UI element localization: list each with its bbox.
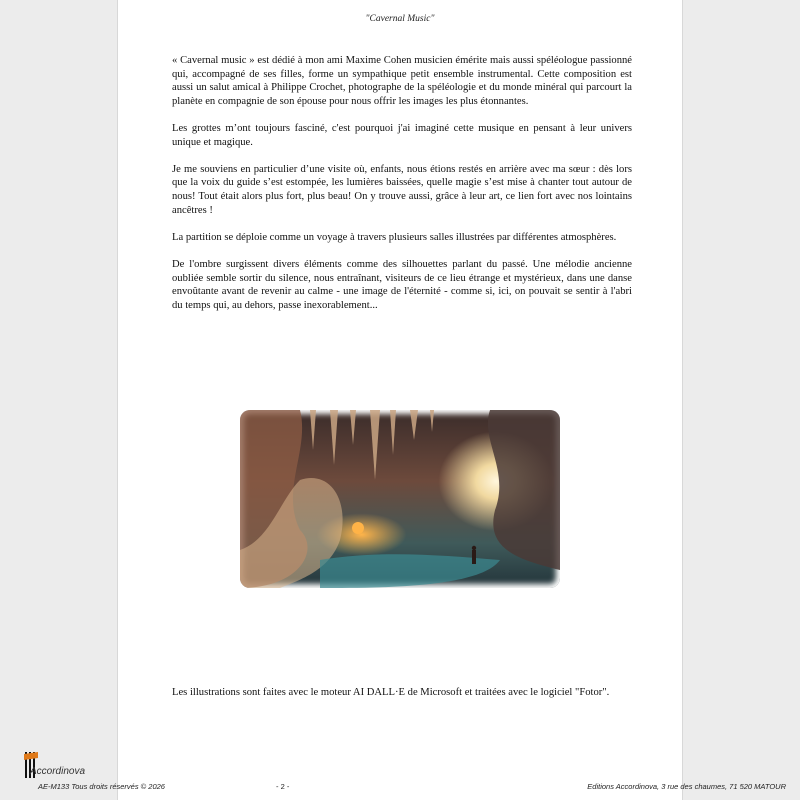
cave-illustration [240, 410, 560, 588]
page-footer [0, 782, 800, 794]
logo-wordmark: Accordinova [30, 766, 86, 777]
cave-illustration-art [240, 410, 560, 588]
body-text [172, 54, 632, 326]
document-page [118, 0, 682, 800]
footer-reference: AE-M133 Tous droits réservés © 2026 [38, 782, 165, 791]
page-number: - 2 - [276, 782, 290, 791]
paragraph: La partition se déploie comme un voyage à travers plusieurs salles illustrées par différentes atmosphères. [172, 231, 617, 243]
page-header-title: "Cavernal Music" [365, 14, 435, 24]
paragraph: Je me souviens en particulier d’une visite où, enfants, nous étions restés en arrière avec ma sœur : dès lors que la voix du guide s’est estompée, les lumières baissées, quelle magie s’est mise à chanter tout autour de nous! Tout était alors plus fort, plus beau! On y trouve aussi, grâce à leur art, ce lien fort avec nos lointains ancêtres ! [172, 163, 632, 216]
paragraph: De l'ombre surgissent divers éléments comme des silhouettes parlant du passé. Une mélodie ancienne oubliée semble sortir du silence, nous entraînant, visiteurs de ce lieu étrange et mystérieux, dans une danse envoûtante avant de revenir au calme - une image de l'éternité - comme si, ici, on pouvait se sentir à l'abri du temps qui, au dehors, passe inexorablement... [172, 258, 632, 311]
illustration-credit: Les illustrations sont faites avec le moteur AI DALL·E de Microsoft et traitées avec le logiciel "Fotor". [172, 687, 610, 698]
paragraph: Les grottes m’ont toujours fasciné, c'est pourquoi j'ai imaginé cette musique en pensant à leur univers unique et magique. [172, 122, 632, 148]
footer-publisher: Editions Accordinova, 3 rue des chaumes, 71 520 MATOUR [587, 782, 786, 791]
paragraph: « Cavernal music » est dédié à mon ami Maxime Cohen musicien émérite mais aussi spéléologue passionné qui, accompagné de ses filles, forme un sympathique petit ensemble instrumental. Cette composition est aussi un salut amical à Philippe Crochet, photographe de la spéléologie et du monde minéral qui parcourt la planète en compagnie de son épouse pour nous offrir les images les plus étonnantes. [172, 55, 632, 107]
